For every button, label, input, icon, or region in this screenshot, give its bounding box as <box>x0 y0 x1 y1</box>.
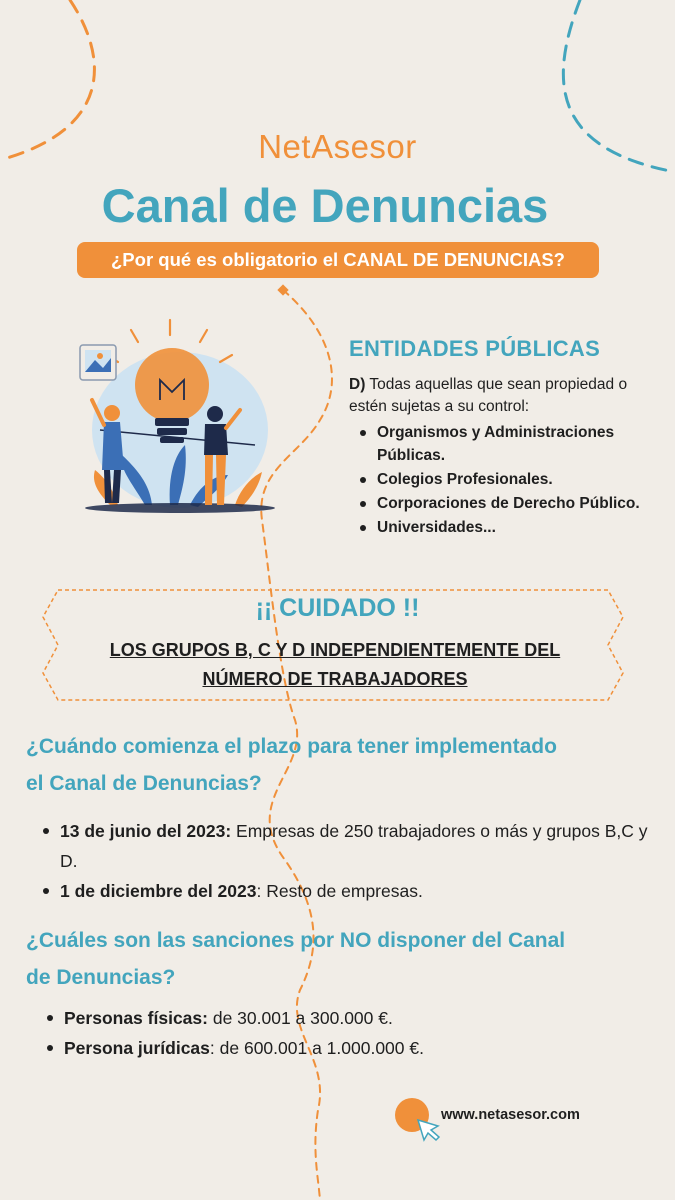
list-item <box>32 1033 652 1063</box>
list-item <box>32 1003 652 1033</box>
entities-heading: ENTIDADES PÚBLICAS <box>349 336 601 361</box>
list-item: Colegios Profesionales. <box>352 468 642 491</box>
entities-intro <box>349 374 649 418</box>
warning-title: ¡¡ CUIDADO !! <box>255 594 420 622</box>
subtitle-text: ¿Por qué es obligatorio el CANAL DE DENUNCIAS? <box>111 249 565 270</box>
entities-intro-text: Todas aquellas que sean propiedad o estén sujetas a su control: <box>349 376 628 415</box>
website-link[interactable]: www.netasesor.com <box>441 1107 580 1123</box>
warning-text-line2: NÚMERO DE TRABAJADORES <box>202 669 468 689</box>
warning-text <box>60 636 610 694</box>
sanction-amount: : de 600.001 a 1.000.000 €. <box>209 1038 424 1058</box>
sanctions-question-line2: de Denuncias? <box>26 966 176 989</box>
warning-text-line1: LOS GRUPOS B, C Y D INDEPENDIENTEMENTE DEL <box>109 640 561 660</box>
brand-logo: NetAsesor <box>258 128 417 165</box>
sanctions-question <box>26 922 656 996</box>
lightbulb-illustration <box>80 320 275 513</box>
deadline-text: : Resto de empresas. <box>256 881 423 901</box>
sanction-label: Personas físicas: <box>64 1008 208 1028</box>
deadline-text: Empresas de 250 trabajadores o más y grupos B,C y D. <box>60 821 648 871</box>
sanctions-list <box>32 1003 652 1063</box>
cursor-click-icon <box>395 1098 439 1140</box>
deadline-question-line2: el Canal de Denuncias? <box>26 772 262 795</box>
sanction-label: Persona jurídicas <box>64 1038 210 1058</box>
deadline-question <box>26 728 656 802</box>
deadline-question-line1: ¿Cuándo comienza el plazo para tener implementado <box>26 735 557 758</box>
sanctions-question-line1: ¿Cuáles son las sanciones por NO disponer del Canal <box>26 929 566 952</box>
deadline-date: 13 de junio del 2023: <box>60 821 232 841</box>
list-item: Corporaciones de Derecho Público. <box>352 492 642 515</box>
entities-intro-label: D) <box>349 376 366 393</box>
sanction-amount: de 30.001 a 300.000 €. <box>207 1008 393 1028</box>
list-item: Universidades... <box>352 516 642 539</box>
entities-list <box>352 421 642 540</box>
page-title: Canal de Denuncias <box>101 179 549 232</box>
deadline-list <box>28 816 648 906</box>
subtitle-banner <box>77 242 599 278</box>
deadline-date: 1 de diciembre del 2023 <box>60 881 257 901</box>
list-item <box>28 876 648 906</box>
list-item: Organismos y Administraciones Públicas. <box>352 421 642 467</box>
list-item <box>28 816 648 876</box>
